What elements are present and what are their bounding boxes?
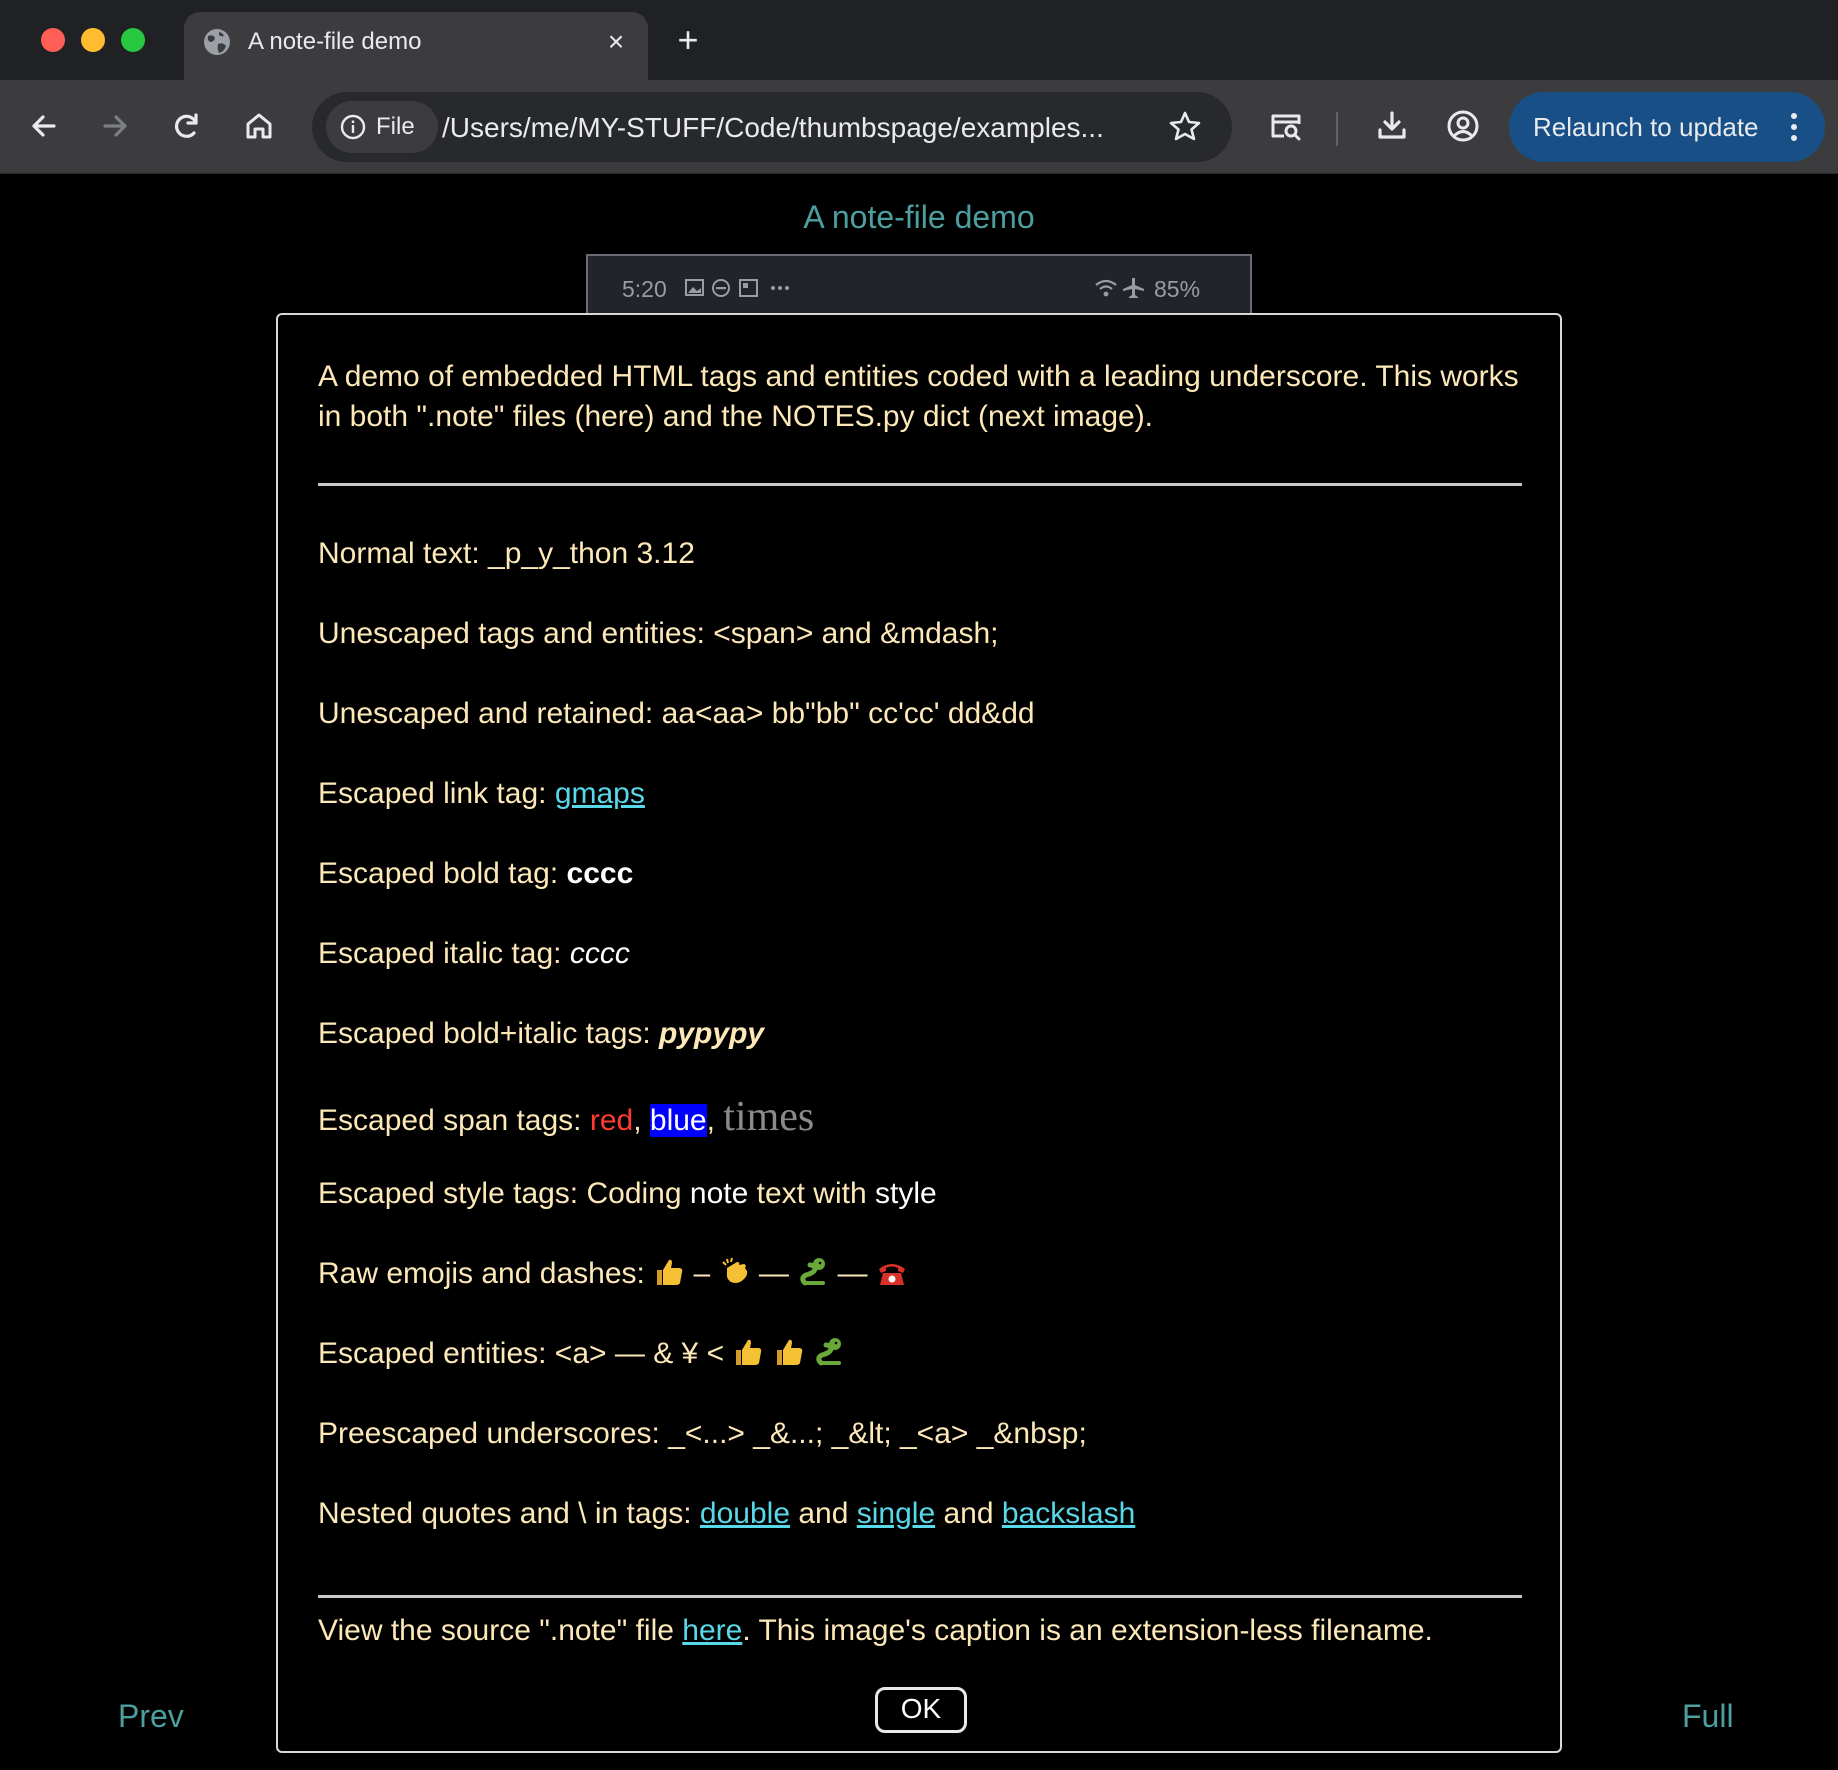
source-here-link[interactable]: here [682, 1614, 743, 1647]
backslash-link[interactable]: backslash [1001, 1497, 1136, 1530]
snake-icon [797, 1256, 829, 1288]
reload-icon [163, 102, 211, 150]
bold-italic-text: pypypy [659, 1017, 765, 1050]
note-line-emojis [318, 1254, 908, 1294]
note-line-bold [318, 854, 633, 894]
bold-italic-label: Escaped bold+italic tags: [318, 1017, 660, 1050]
snake-icon [813, 1336, 845, 1368]
site-info-chip[interactable] [326, 101, 438, 153]
thumbs-up-icon [773, 1336, 805, 1368]
url-text[interactable]: /Users/me/MY-STUFF/Code/thumbspage/examples... [442, 112, 1104, 143]
note-line-span [318, 1094, 815, 1141]
profile-icon [1439, 102, 1487, 150]
chip-label: File [376, 113, 415, 140]
download-icon [1368, 102, 1416, 150]
status-time: 5:20 [622, 276, 667, 302]
emoji-dash-3: — [829, 1257, 876, 1290]
note-line-bold-italic [318, 1014, 764, 1054]
span-times: times [723, 1094, 815, 1140]
link-label: Escaped link tag: [318, 777, 555, 810]
emoji-dash-1: – [685, 1257, 719, 1290]
prev-link[interactable]: Prev [118, 1698, 184, 1734]
emoji-label: Raw emojis and dashes: [318, 1257, 654, 1290]
style-label: Escaped style tags: Coding [318, 1177, 690, 1210]
more-vert-icon[interactable] [1787, 108, 1801, 146]
emoji-dash-2: — [750, 1257, 798, 1290]
note-intro: A demo of embedded HTML tags and entities coded with a leading underscore. This works in both ".note" files (here) and the NOTES.py dict (next image). [318, 360, 1519, 433]
span-red: red [589, 1104, 634, 1137]
note-line-unescaped-retained: Unescaped and retained: aa<aa> bb"bb" cc'cc' dd&dd [318, 697, 1035, 730]
relaunch-button[interactable] [1509, 92, 1825, 162]
italic-label: Escaped italic tag: [318, 937, 570, 970]
footer-pre: View the source ".note" file [318, 1614, 683, 1647]
divider-bottom [318, 1595, 1522, 1598]
toolbar-separator [1336, 112, 1338, 146]
window-maximize-button[interactable] [121, 28, 145, 52]
search-tab-icon [1262, 102, 1310, 150]
window-minimize-button[interactable] [81, 28, 105, 52]
home-button[interactable] [235, 102, 283, 150]
home-icon [235, 102, 283, 150]
note-line-link [318, 774, 645, 814]
profile-button[interactable] [1439, 102, 1487, 150]
tab-title: A note-file demo [248, 28, 422, 55]
downloads-button[interactable] [1368, 102, 1416, 150]
note-line-entities [318, 1334, 845, 1374]
star-icon[interactable] [1166, 108, 1204, 146]
tab-strip [0, 0, 1838, 80]
style-word: style [875, 1177, 937, 1210]
full-link[interactable]: Full [1682, 1698, 1734, 1734]
thumbs-up-icon [653, 1256, 685, 1288]
note-line-normal: Normal text: _p_y_thon 3.12 [318, 537, 695, 570]
browser-toolbar [0, 80, 1838, 174]
telephone-icon [876, 1256, 908, 1288]
note-line-preescaped: Preescaped underscores: _<...> _&...; _&lt; _<a> _&nbsp; [318, 1417, 1087, 1450]
back-arrow-icon [20, 102, 68, 150]
active-tab[interactable] [184, 12, 648, 80]
ok-button[interactable]: OK [875, 1687, 967, 1733]
double-link[interactable]: double [699, 1497, 791, 1530]
span-blue: blue [649, 1104, 707, 1137]
bold-text: cccc [566, 857, 634, 890]
gmaps-link[interactable]: gmaps [554, 777, 645, 810]
info-icon [340, 114, 366, 140]
nested-label: Nested quotes and \ in tags: [318, 1497, 700, 1530]
forward-arrow-icon [91, 102, 139, 150]
style-note: note [689, 1177, 749, 1210]
photo-preview [586, 254, 1252, 314]
window-close-button[interactable] [41, 28, 65, 52]
span-label: Escaped span tags: [318, 1104, 590, 1137]
span-sep-1: , [633, 1104, 650, 1137]
note-footer [318, 1611, 1433, 1651]
footer-post: . This image's caption is an extension-less filename. [742, 1614, 1433, 1647]
status-battery: 85% [1154, 276, 1201, 302]
thumbs-up-icon [732, 1336, 764, 1368]
note-line-italic [318, 934, 630, 974]
new-tab-button[interactable]: + [677, 19, 699, 60]
globe-icon [202, 27, 232, 57]
relaunch-label: Relaunch to update [1533, 112, 1759, 142]
tab-search-button[interactable] [1262, 102, 1310, 150]
single-link[interactable]: single [856, 1497, 936, 1530]
nested-and-2: and [935, 1497, 1002, 1530]
tab-close-button[interactable]: × [607, 26, 625, 57]
reload-button[interactable] [163, 102, 211, 150]
nested-and-1: and [790, 1497, 857, 1530]
bold-label: Escaped bold tag: [318, 857, 567, 890]
style-mid: text with [748, 1177, 875, 1210]
divider-top [318, 483, 1522, 486]
address-bar[interactable] [312, 92, 1232, 162]
span-sep-2: , [706, 1104, 724, 1137]
note-line-nested [318, 1494, 1135, 1534]
back-button[interactable] [20, 102, 68, 150]
note-dialog [276, 313, 1562, 1753]
forward-button[interactable] [91, 102, 139, 150]
clapping-hands-icon [719, 1256, 751, 1288]
italic-text: cccc [569, 937, 630, 970]
entities-label: Escaped entities: <a> — & ¥ < [318, 1337, 733, 1370]
note-line-unescaped-tags: Unescaped tags and entities: <span> and &mdash; [318, 617, 999, 650]
note-line-style [318, 1174, 937, 1214]
page-title: A note-file demo [803, 199, 1035, 235]
status-icons [680, 276, 800, 300]
